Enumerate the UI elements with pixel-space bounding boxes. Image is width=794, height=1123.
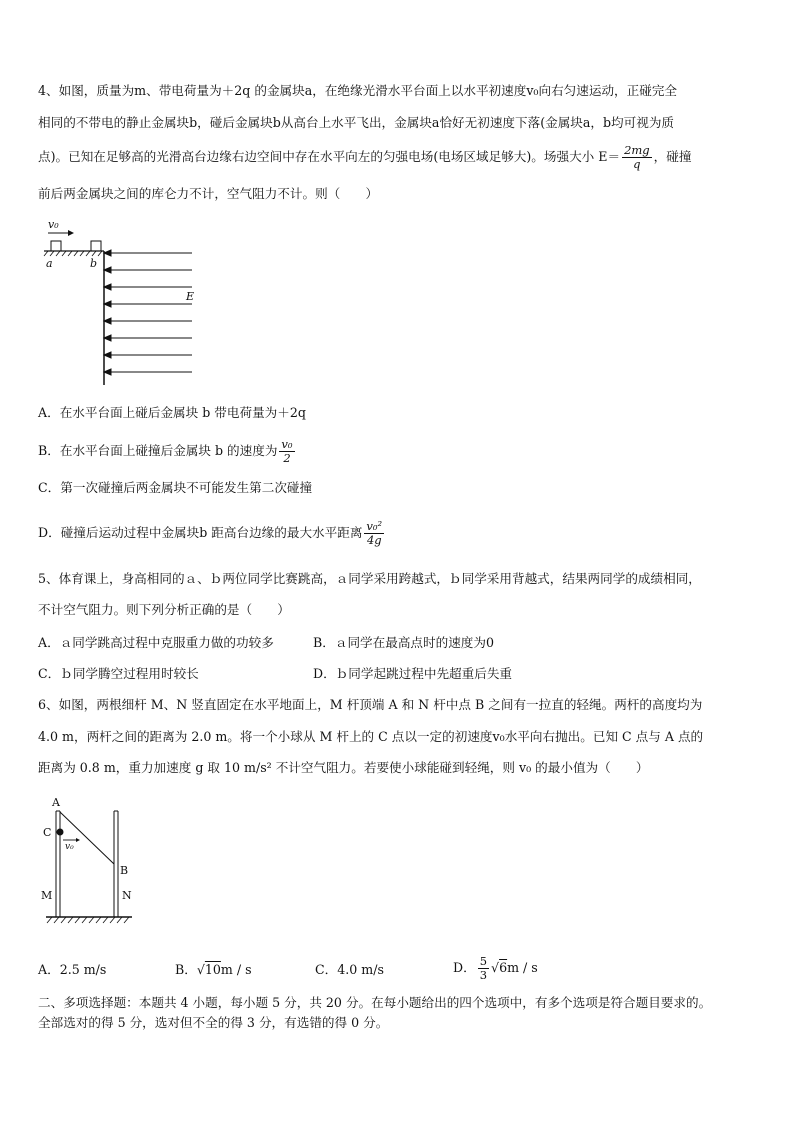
q4-field-lines	[104, 250, 195, 375]
q4-line-3-tail: ，碰撞	[653, 149, 692, 164]
q4-frac-num: 2mg	[624, 143, 650, 157]
q6-line-3: 距离为 0.8 m，重力加速度 g 取 10 m/s² 不计空气阻力。若要使小球能碰到轻绳，则 v₀ 的最小值为（ ）	[38, 760, 649, 775]
q5-option-d: D．ｂ同学起跳过程中先超重后失重	[313, 666, 513, 681]
q6-option-a: A．2.5 m/s	[38, 962, 107, 977]
q6-option-d-fraction	[478, 955, 489, 982]
q6-option-b-unit: m / s	[220, 962, 252, 977]
q6-ball	[57, 829, 64, 836]
q6-option-b-label: B．	[175, 962, 197, 977]
q4-b-label: b	[90, 257, 98, 270]
q4-block-b	[91, 241, 101, 251]
q4-option-b-num: v₀	[281, 437, 293, 451]
q4-figure	[40, 215, 210, 390]
q6-line-1: 6、如图，两根细杆 M、N 竖直固定在水平地面上，M 杆顶端 A 和 N 杆中点 B 之间有一拉直的轻绳。两杆的高度均为	[38, 697, 703, 712]
q4-block-a	[51, 241, 61, 251]
section-2-line-1: 二、多项选择题：本题共 4 小题，每小题 5 分，共 20 分。在每小题给出的四个选项中，有多个选项是符合题目要求的。	[38, 995, 712, 1010]
q6-m-label: M	[41, 889, 53, 902]
q4-option-d-text: D．碰撞后运动过程中金属块b 距高台边缘的最大水平距离	[38, 525, 363, 540]
q6-option-d-unit: m / s	[507, 960, 538, 975]
q6-option-c: C．4.0 m/s	[315, 962, 384, 977]
q4-option-c: C．第一次碰撞后两金属块不可能发生第二次碰撞	[38, 480, 313, 495]
q6-option-d-radicand: 6	[499, 960, 508, 975]
q6-option-b-sqrt-sign: √	[196, 962, 205, 977]
q4-option-d-den: 4g	[366, 533, 382, 547]
q4-a-label: a	[46, 257, 53, 270]
q6-option-d-num: 5	[479, 954, 488, 968]
q6-a-label: A	[52, 796, 60, 809]
q4-v-label: v₀	[48, 218, 59, 231]
q6-option-b	[175, 962, 252, 978]
q6-b-label: B	[120, 864, 129, 877]
q4-table-hatching	[44, 251, 102, 256]
q5-line-1: 5、体育课上，身高相同的ａ、ｂ两位同学比赛跳高，ａ同学采用跨越式，ｂ同学采用背越式，结果两同学的成绩相同，	[38, 571, 701, 586]
q4-figure-svg	[40, 215, 210, 390]
q4-option-b-den: 2	[283, 451, 291, 465]
q5-option-c: C．ｂ同学腾空过程用时较长	[38, 666, 199, 681]
q6-option-d-den: 3	[479, 968, 488, 982]
q6-option-b-radicand: 10	[204, 962, 221, 977]
section-2-line-2: 全部选对的得 5 分，选对但不全的得 3 分，有选错的得 0 分。	[38, 1015, 389, 1030]
q6-figure-svg	[36, 795, 146, 935]
q4-e-label: E	[186, 290, 195, 303]
q4-line-1: 4、如图，质量为m、带电荷量为＋2q 的金属块a，在绝缘光滑水平台面上以水平初速度v₀向右匀速运动，正碰完全	[38, 83, 678, 98]
q6-v-label: v₀	[65, 842, 74, 852]
q6-ground-hatching	[47, 917, 129, 923]
q4-field-fraction	[622, 144, 652, 171]
q4-line-3	[38, 144, 691, 171]
q6-n-label: N	[122, 889, 132, 902]
q4-option-a: A．在水平台面上碰后金属块 b 带电荷量为＋2q	[38, 405, 306, 420]
q6-rope	[60, 812, 114, 864]
q6-line-2: 4.0 m，两杆之间的距离为 2.0 m。将一个小球从 M 杆上的 C 点以一定的初速度v₀水平向右抛出。已知 C 点与 A 点的	[38, 729, 704, 744]
q4-option-d-num: v₀²	[366, 519, 383, 533]
q4-option-b	[38, 438, 297, 465]
q6-option-d	[453, 955, 538, 982]
q6-option-d-label: D．	[453, 960, 476, 975]
q4-option-d-fraction	[364, 520, 384, 547]
q6-option-d-sqrt-sign: √	[491, 960, 500, 975]
q4-line-2: 相同的不带电的静止金属块b，碰后金属块b从高台上水平飞出，金属块a恰好无初速度下落(金属块a，b均可视为质	[38, 115, 675, 130]
q4-option-b-text: B．在水平台面上碰撞后金属块 b 的速度为	[38, 443, 278, 458]
q5-line-2: 不计空气阻力。则下列分析正确的是（ ）	[38, 602, 290, 617]
q5-option-a: A．ａ同学跳高过程中克服重力做的功较多	[38, 635, 274, 650]
q6-figure	[36, 795, 146, 935]
q4-frac-den: q	[633, 157, 641, 171]
q6-velocity-arrowhead	[76, 838, 80, 842]
q5-option-b: B．ａ同学在最高点时的速度为0	[313, 635, 494, 650]
q4-velocity-arrowhead	[68, 230, 74, 236]
q6-c-label: C	[43, 826, 52, 839]
q4-line-3-text: 点)。已知在足够高的光滑高台边缘右边空间中存在水平向左的匀强电场(电场区域足够大)。场强大小 E＝	[38, 149, 621, 164]
q4-line-4: 前后两金属块之间的库仑力不计，空气阻力不计。则（ ）	[38, 186, 379, 201]
q4-option-d	[38, 520, 386, 547]
q4-option-b-fraction	[279, 438, 294, 465]
